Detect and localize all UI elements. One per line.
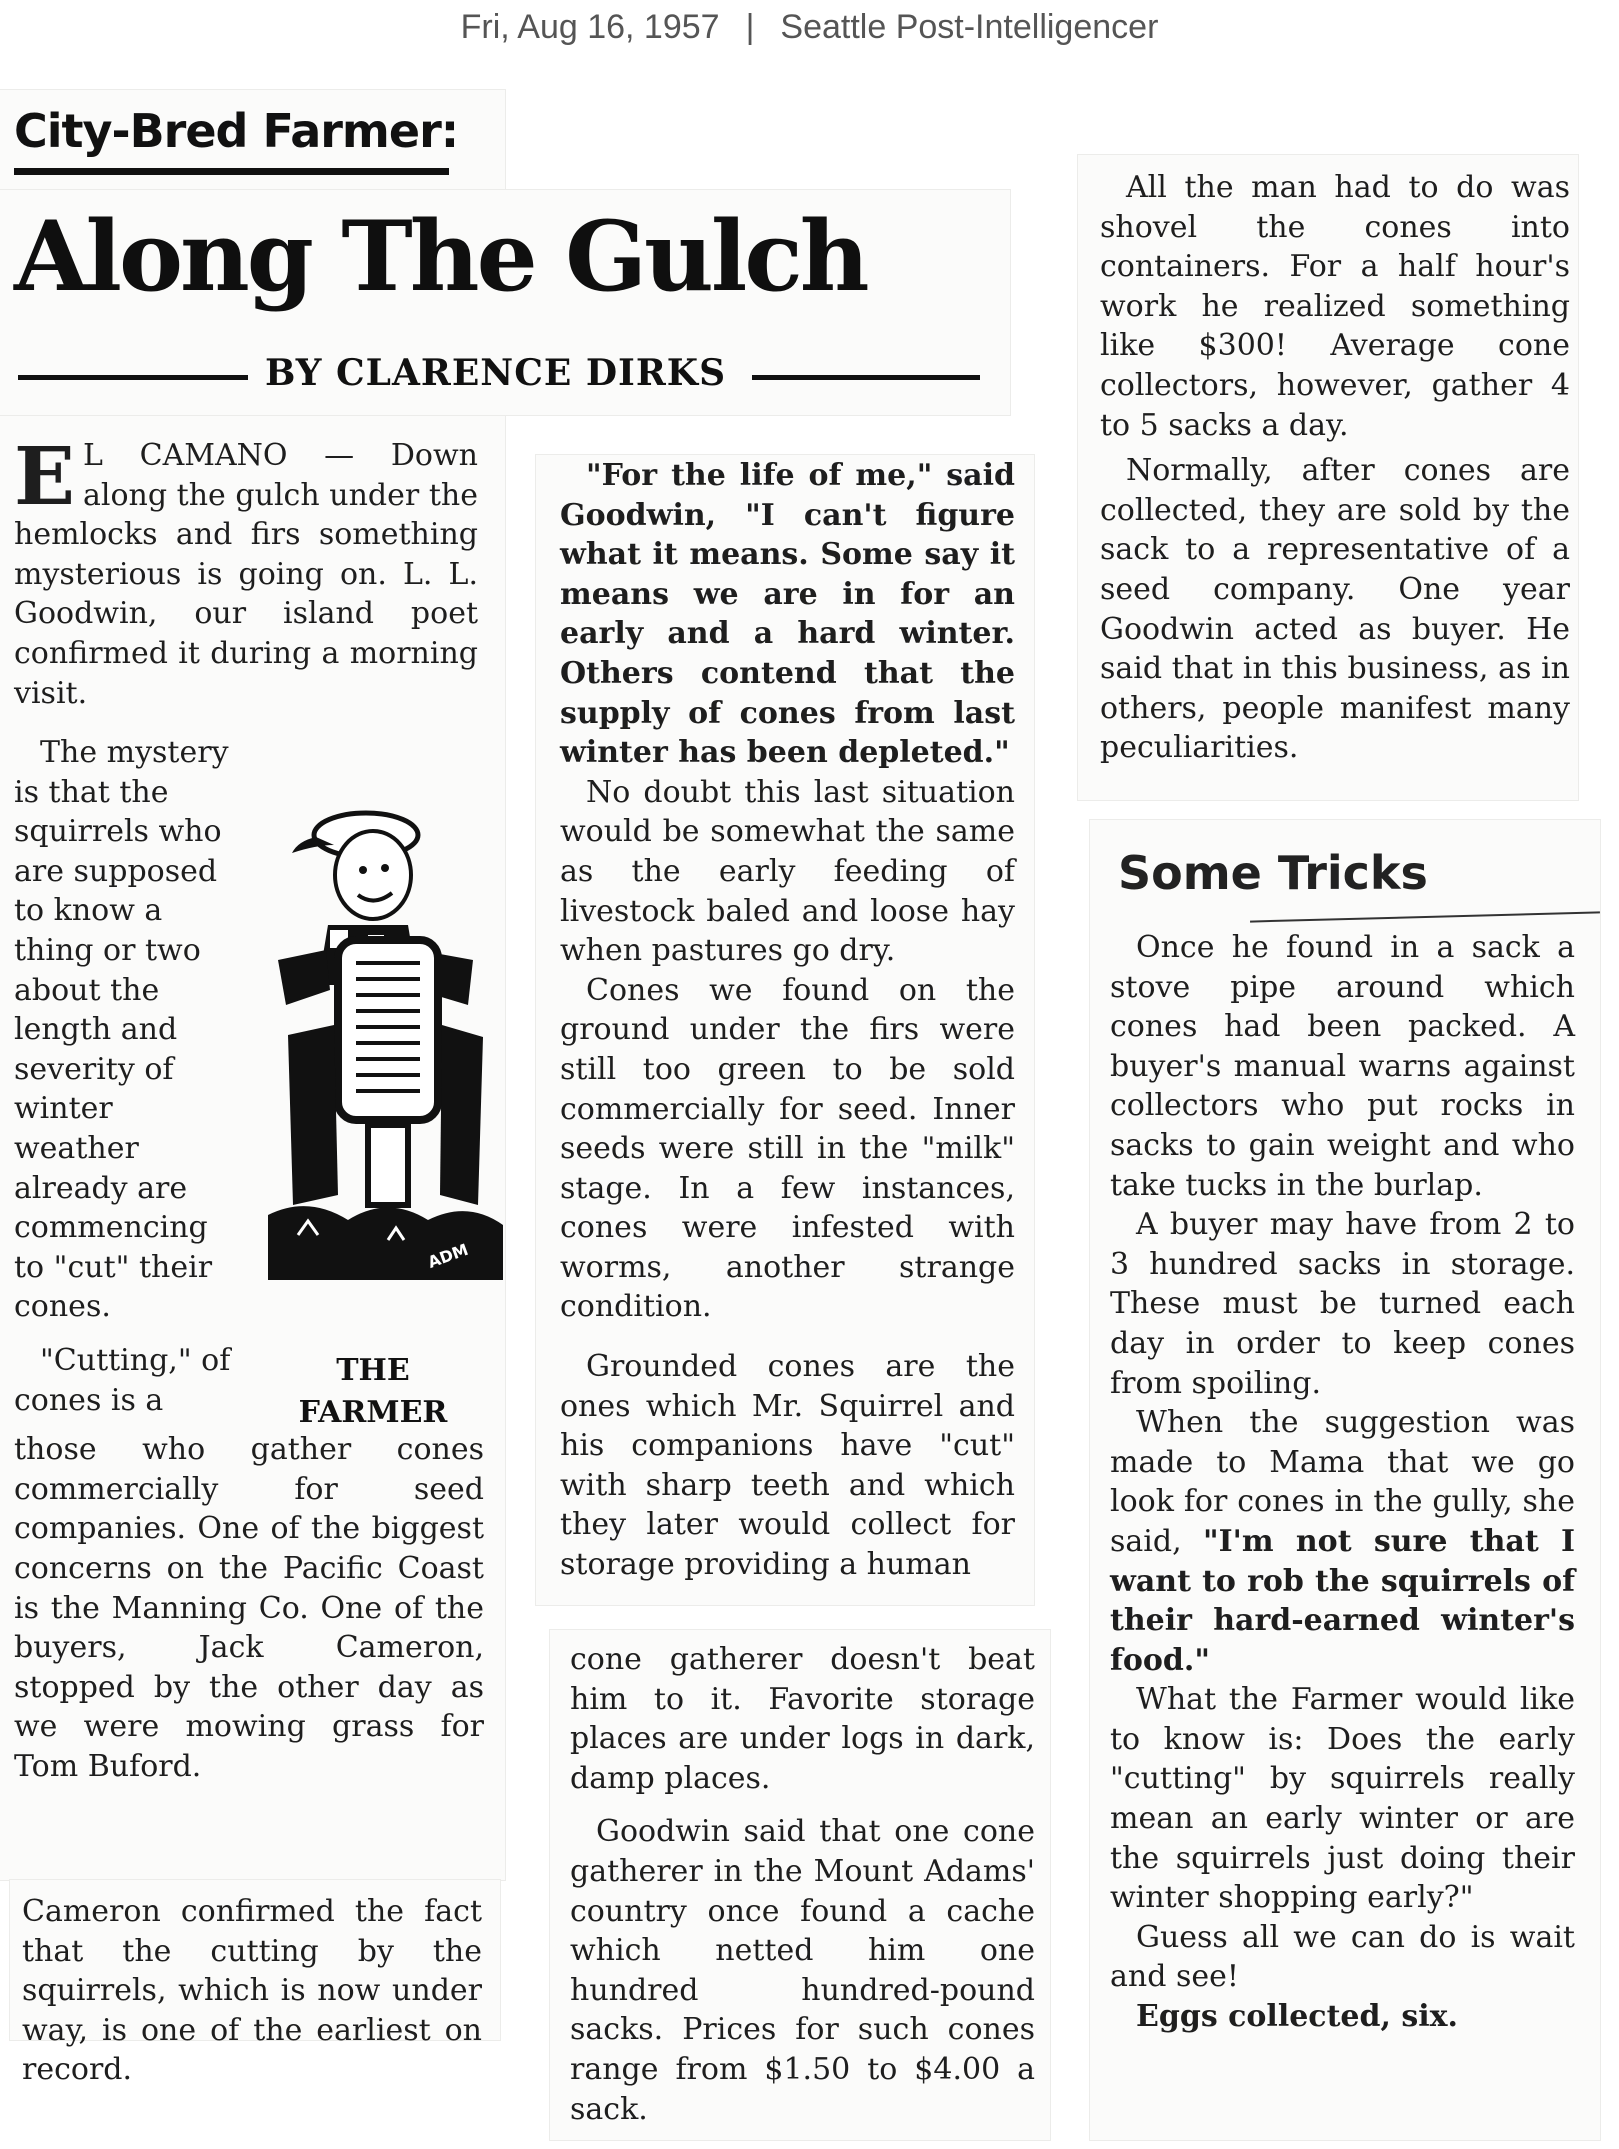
paragraph-goodwin-quote: "For the life of me," said Goodwin, "I can't figure what it means. Some say it means we are in for an early and a hard winter. Others contend that the supply of cones from last winter has been depleted.": [560, 458, 1015, 771]
drop-cap: E: [14, 429, 75, 523]
paragraph-farmer-question: What the Farmer would like to know is: Does the early "cutting" by squirrels really mean an early winter or are the squirrels just doing their winter shopping early?": [1110, 1682, 1575, 1916]
paragraph-eggs-collected: Eggs collected, six.: [1136, 1999, 1459, 2035]
article-headline: Along The Gulch: [14, 200, 867, 313]
paragraph-mama: [1110, 1403, 1575, 1680]
header-separator: |: [745, 8, 755, 46]
article-kicker: City-Bred Farmer:: [14, 104, 459, 158]
paragraph-grounded-continued: cone gatherer doesn't beat him to it. Favorite storage places are under logs in dark, damp places.: [570, 1642, 1035, 1796]
mama-text: When the suggestion was made to Mama that we go look for cones in the gully, she said,: [1110, 1405, 1575, 1559]
paragraph-cutting: those who gather cones commercially for seed companies. One of the biggest concerns on the Pacific Coast is the Manning Co. One of the buyers, Jack Cameron, stopped by the other day as we were mowing grass for Tom Buford.: [14, 1432, 484, 1784]
article-byline: BY CLARENCE DIRKS: [265, 352, 727, 394]
paragraph-grounded: Grounded cones are the ones which Mr. Squirrel and his companions have "cut" with sharp teeth and which they later would collect for storage providing a human: [560, 1349, 1015, 1583]
middle-column-upper: [560, 456, 1015, 1585]
illustration-caption: THE FARMER: [298, 1353, 448, 1430]
left-column-cutting-narrow: [14, 1341, 232, 1421]
section-subhead: Some Tricks: [1118, 846, 1428, 900]
byline-rule-left: [18, 375, 248, 380]
farmer-cartoon-illustration: [268, 775, 503, 1310]
left-column-cutting-wide: [14, 1430, 484, 1870]
page-header: [0, 8, 1619, 47]
middle-column-lower: [570, 1640, 1035, 2129]
intro-paragraph: [14, 429, 478, 713]
paragraph-cones-found: Cones we found on the ground under the firs were still too green to be sold commercially for seed. Inner seeds were still in the "milk" stage. In a few instances, cones were infested with worms, another strange condition.: [560, 972, 1015, 1325]
left-column-intro: [14, 429, 478, 713]
right-column-lower: [1110, 928, 1575, 2037]
intro-text: L CAMANO — Down along the gulch under the hemlocks and firs something mysterious is going on. L. L. Goodwin, our island poet confirmed it during a morning visit.: [14, 438, 478, 711]
paragraph-normally: Normally, after cones are collected, they are sold by the sack to a representative of a seed company. One year Goodwin acted as buyer. He said that in this business, as in others, people manifest many peculiarities.: [1100, 453, 1570, 766]
paragraph-no-doubt: No doubt this last situation would be somewhat the same as the early feeding of livestock baled and loose hay when pastures go dry.: [560, 774, 1015, 969]
left-column-narrow: [14, 733, 232, 1327]
paragraph-stove-pipe: Once he found in a sack a stove pipe around which cones had been packed. A buyer's manual warns against collectors who put rocks in sacks to gain weight and who take tucks in the burlap.: [1110, 930, 1575, 1203]
kicker-underline: [14, 168, 449, 175]
publication-date: Fri, Aug 16, 1957: [460, 8, 720, 46]
paragraph-guess: Guess all we can do is wait and see!: [1110, 1919, 1575, 1995]
paragraph-mystery: The mystery is that the squirrels who are supposed to know a thing or two about the length and severity of winter weather already are commencing to "cut" their cones.: [14, 735, 229, 1325]
right-column-upper: [1100, 168, 1570, 768]
paragraph-goodwin-said: Goodwin said that one cone gatherer in the Mount Adams' country once found a cache which netted him one hundred hundred-pound sacks. Prices for such cones range from $1.50 to $4.00 a sack.: [570, 1814, 1035, 2127]
paragraph-cameron: Cameron confirmed the fact that the cutting by the squirrels, which is now under way, is one of the earliest on record.: [22, 1894, 482, 2088]
paragraph-all-the-man: All the man had to do was shovel the cones into containers. For a half hour's work he realized something like $300! Average cone collectors, however, gather 4 to 5 sacks a day.: [1100, 170, 1570, 443]
byline-rule-right: [752, 375, 980, 380]
paragraph-buyer: A buyer may have from 2 to 3 hundred sacks in storage. These must be turned each day in order to keep cones from spoiling.: [1110, 1207, 1575, 1401]
paragraph-cutting-start: "Cutting," of cones is a: [14, 1343, 231, 1418]
cartoon-signature: ADM: [425, 1239, 471, 1272]
left-column-bottom: [22, 1892, 482, 2090]
publication-name: Seattle Post-Intelligencer: [780, 8, 1159, 46]
mama-quote: "I'm not sure that I want to rob the squirrels of their hard-earned winter's food.": [1110, 1523, 1576, 1678]
